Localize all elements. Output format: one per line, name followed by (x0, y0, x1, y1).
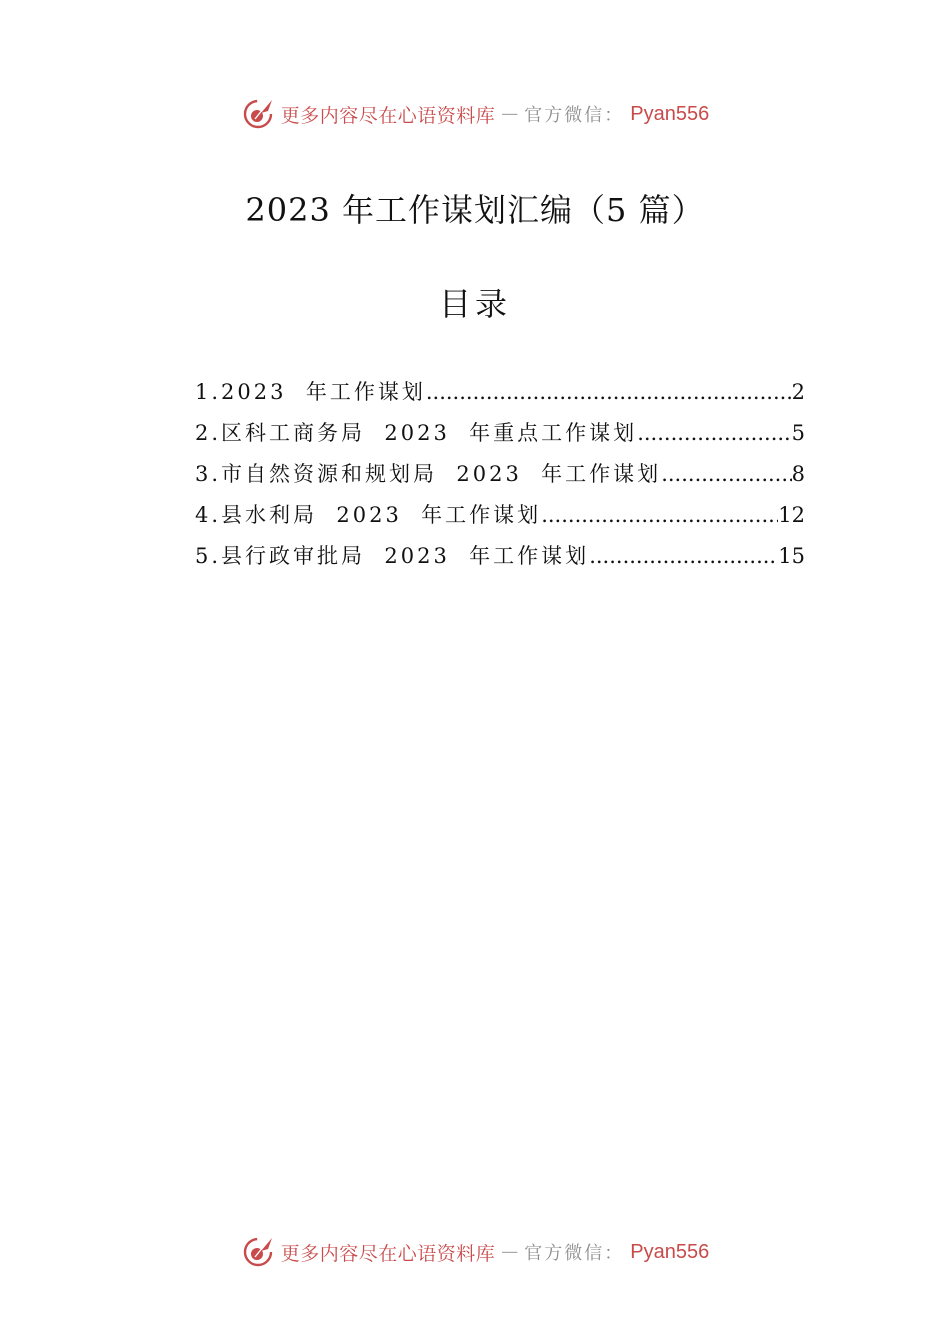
toc-entry-1[interactable] (195, 372, 805, 413)
footer-banner (0, 1232, 950, 1272)
toc-entry-label: 2.区科工商务局 2023 年重点工作谋划 (195, 421, 638, 445)
quill-seal-icon (241, 1235, 275, 1269)
toc-dot-leader (661, 454, 791, 495)
banner-wechat-id: Pyan556 (630, 1240, 710, 1263)
toc-dot-leader (426, 372, 792, 413)
header-banner (0, 94, 950, 134)
toc-entry-5[interactable] (195, 536, 805, 577)
banner-wechat-label: 官方微信： (524, 105, 625, 126)
toc-entry-2[interactable] (195, 413, 805, 454)
toc-entry-label: 5.县行政审批局 2023 年工作谋划 (195, 544, 590, 568)
toc-entry-3[interactable] (195, 454, 805, 495)
toc-page-number: 2 (791, 380, 805, 404)
toc-entry-4[interactable] (195, 495, 805, 536)
toc-dot-leader (541, 495, 778, 536)
toc-page-number: 15 (778, 544, 805, 568)
toc-heading: 目录 (438, 285, 511, 323)
document-title: 2023 年工作谋划汇编（5 篇） (245, 191, 705, 229)
banner-text: 更多内容尽在心语资料库 (280, 104, 496, 127)
quill-seal-icon (241, 97, 275, 131)
toc-dot-leader (637, 413, 791, 454)
toc-entry-label: 1.2023 年工作谋划 (195, 380, 426, 404)
banner-separator: — (501, 1242, 519, 1262)
table-of-contents (195, 372, 805, 577)
toc-dot-leader (589, 536, 778, 577)
banner-wechat-id: Pyan556 (630, 102, 710, 125)
toc-page-number: 5 (791, 421, 805, 445)
banner-text: 更多内容尽在心语资料库 (280, 1242, 496, 1265)
banner-wechat-label: 官方微信： (524, 1243, 625, 1264)
toc-page-number: 12 (778, 503, 805, 527)
toc-entry-label: 3.市自然资源和规划局 2023 年工作谋划 (195, 462, 662, 486)
banner-separator: — (501, 104, 519, 124)
toc-entry-label: 4.县水利局 2023 年工作谋划 (195, 503, 542, 527)
toc-page-number: 8 (791, 462, 805, 486)
